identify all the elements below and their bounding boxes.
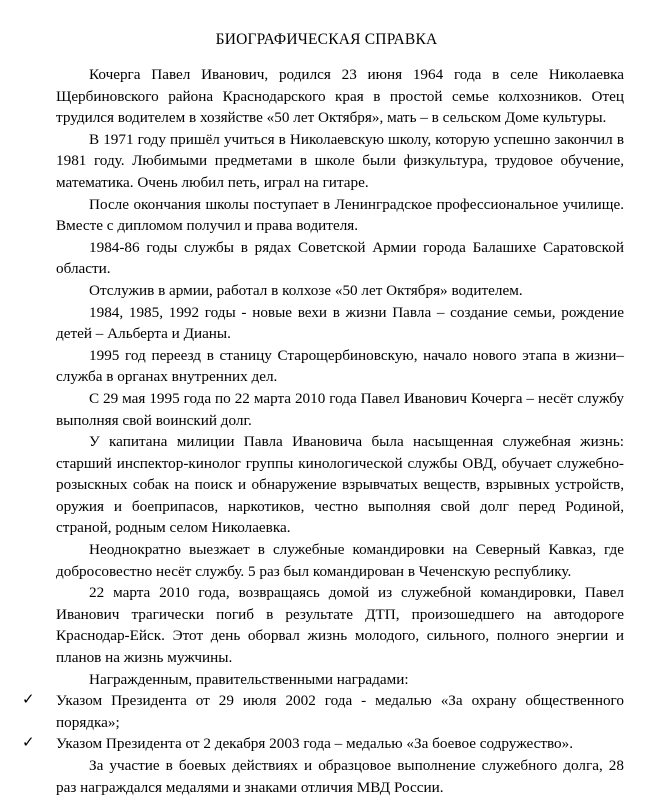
document-body [22,64,624,798]
awards-list [22,690,624,755]
award-text-2: Указом Президента от 2 декабря 2003 года – медалью «За боевое содружество». [56,735,574,753]
paragraph-kolkhoz: Отслужив в армии, работал в колхозе «50 лет Октября» водителем. [89,281,523,299]
document-title: БИОГРАФИЧЕСКАЯ СПРАВКА [215,31,438,48]
paragraph-police-start: 1995 год переезд в станицу Старощербиновскую, начало нового этапа в жизни– служба в органах внутренних дел. [56,346,624,386]
award-item-1 [22,690,624,733]
paragraph-service-period: С 29 мая 1995 года по 22 марта 2010 года Павел Иванович Кочерга – несёт службу выполняя свой воинский долг. [56,389,624,429]
paragraph-family: 1984, 1985, 1992 годы - новые вехи в жизни Павла – создание семьи, рождение детей – Альберта и Дианы. [56,303,624,343]
award-item-2 [22,733,624,755]
paragraph-school: В 1971 году пришёл учиться в Николаевскую школу, которую успешно закончил в 1981 году. Любимыми предметами в школе были физкультура, трудовое обучение, математика. Очень любил петь, играл на гитаре. [56,130,624,191]
paragraph-college: После окончания школы поступает в Ленинградское профессиональное училище. Вместе с дипломом получил и права водителя. [56,195,624,235]
checkmark-icon: ✓ [22,690,35,709]
paragraph-service-duties: У капитана милиции Павла Ивановича была насыщенная служебная жизнь: старший инспектор-кинолог группы кинологической службы ОВД, обучает служебно-розыскных собак на поиск и обнаружение взрывчатых веществ, взрывных устройств, оружия и боеприпасов, наркотиков, честно выполняя свой долг перед Родиной, страной, родным селом Николаевка. [56,433,624,537]
paragraph-missions: Неоднократно выезжает в служебные командировки на Северный Кавказ, где добросовестно несёт службу. 5 раз был командирован в Чеченскую республику. [56,541,624,580]
paragraph-army: 1984-86 годы службы в рядах Советской Армии города Балашихе Саратовской области. [56,238,624,278]
paragraph-closing: За участие в боевых действиях и образцовое выполнение служебного долга, 28 раз награждался медалями и знаками отличия МВД России. [56,757,624,796]
paragraph-death: 22 марта 2010 года, возвращаясь домой из служебной командировки, Павел Иванович трагически погиб в результате ДТП, произошедшего на автодороге Краснодар-Ейск. Этот день оборвал жизнь молодого, сильного, полного энергии и планов на жизнь мужчины. [56,584,624,667]
checkmark-icon: ✓ [22,733,35,752]
awards-heading: Награжденным, правительственными наградами: [89,670,409,688]
paragraph-birth: Кочерга Павел Иванович, родился 23 июня 1964 года в селе Николаевка Щербиновского района Краснодарского края в простой семье колхозников. Отец трудился водителем в хозяйстве «50 лет Октября», мать – в сельском Доме культуры. [56,66,624,127]
award-text-1: Указом Президента от 29 июля 2002 года - медалью «За охрану общественного порядка»; [56,692,624,731]
